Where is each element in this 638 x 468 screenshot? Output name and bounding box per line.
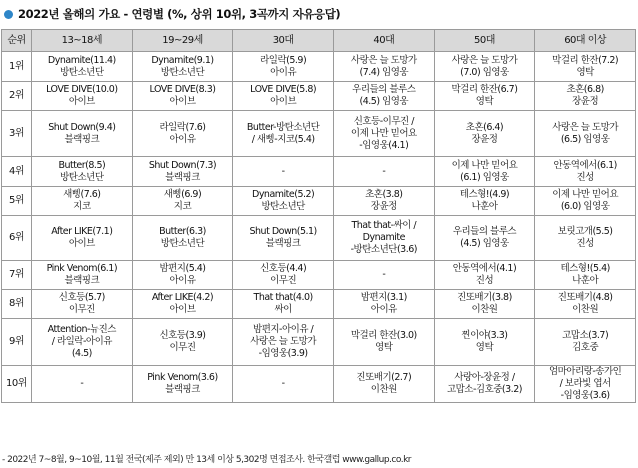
song-cell-line: 새삥(7.6) [63,189,101,200]
song-cell [32,319,133,366]
song-cell [535,52,636,82]
song-cell-line: -방탄소년단(3.6) [350,244,417,255]
song-cell-line: 방탄소년단 [60,66,104,78]
song-cell [333,82,434,111]
song-cell-line: Dynamite [362,232,405,243]
song-cell-line: 장윤정 [572,96,599,107]
survey-footnote: - 2022년 7~8월, 9~10월, 11월 전국(제주 제외) 만 13세 이상 5,302명 면접조사. 한국갤럽 www.gallup.co.kr [2,455,411,465]
song-cell [434,290,535,319]
song-cell-line: 아이유 [169,275,196,286]
song-cell-line: Shut Down(5.1) [249,226,317,237]
song-cell-line: 보릿고개(5.5) [557,226,613,237]
song-cell [434,52,535,82]
song-cell-line: - [80,378,84,389]
song-cell [333,111,434,157]
page-title-text: 2022년 올해의 가요 - 연령별 (%, 상위 10위, 3곡까지 자유응답) [18,7,341,21]
song-cell-line: 영탁 [475,342,494,353]
song-cell-line: 이무진 [270,275,297,286]
song-cell-line: 신호등(3.9) [159,330,206,341]
song-cell-line: 신호등(4.4) [260,263,307,274]
header-age-30s: 30대 [233,30,334,52]
song-cell [535,82,636,111]
rank-cell: 8위 [2,290,32,319]
song-cell [32,187,133,216]
song-cell-line: 진성 [576,238,594,249]
song-cell [333,157,434,187]
song-cell-line: 진또배기(3.8) [457,292,512,303]
song-cell-line: 장윤정 [471,133,498,145]
page-title [4,4,340,24]
song-cell [32,52,133,82]
song-cell-line: 초혼(6.4) [465,121,504,133]
song-cell [333,216,434,261]
song-cell-line: 이제 나만 믿어요 [552,189,619,200]
song-cell-line: 초혼(3.8) [365,189,403,200]
song-cell [132,216,233,261]
song-cell [333,261,434,290]
song-cell [32,290,133,319]
song-cell-line: (4.5) [71,348,92,359]
song-cell [233,52,334,82]
song-cell-line: LOVE DIVE(8.3) [149,84,216,95]
ranking-table [1,29,636,403]
song-cell-line: 방탄소년단 [160,238,205,249]
song-cell-line: Butter-방탄소년단 [246,121,320,133]
song-cell-line: 싸이 [274,304,292,315]
song-cell [434,216,535,261]
song-cell-line: -임영웅(3.9) [258,348,308,359]
song-cell-line: 영탁 [576,66,594,78]
song-cell-line: 이제 나만 믿어요 [350,127,417,139]
song-cell-line: / 라일락-아이유 [51,336,112,347]
song-cell-line: 찐이야(3.3) [461,330,508,341]
song-cell-line: 방탄소년단 [261,201,305,212]
song-cell-line: 우리들의 블루스 [452,226,517,237]
song-cell-line: 고맙소(3.7) [562,330,609,341]
song-cell-line: 사랑은 늘 도망가 [250,336,317,347]
song-cell-line: LOVE DIVE(5.8) [250,84,317,95]
song-cell-line: Dynamite(5.2) [252,189,315,200]
song-cell-line: 우리들의 블루스 [352,84,416,95]
song-cell-line: 테스형!(5.4) [560,263,610,274]
song-cell-line: 이제 나만 믿어요 [451,159,518,171]
song-cell-line: 진또배기(4.8) [557,292,613,303]
song-cell-line: / 보라빛 엽서 [559,378,611,389]
song-cell-line: 영탁 [475,96,494,107]
song-cell-line: 라일락(5.9) [260,54,307,66]
song-cell-line: - [382,269,386,280]
song-cell [32,366,133,403]
song-cell [32,111,133,157]
song-cell-line: Pink Venom(6.1) [46,263,118,274]
song-cell-line: 고맙소-김호중(3.2) [446,384,522,395]
song-cell [333,366,434,403]
song-cell-line: 신호등(5.7) [58,292,105,303]
song-cell-line: (7.4) 임영웅 [359,66,409,78]
song-cell [434,111,535,157]
table-row [2,216,636,261]
song-cell-line: 사랑은 늘 도망가 [350,54,417,66]
song-cell-line: That that-싸이 / [351,220,417,231]
song-cell [535,157,636,187]
rank-cell: 7위 [2,261,32,290]
song-cell [535,290,636,319]
song-cell [535,111,636,157]
table-row [2,261,636,290]
song-cell-line: 이찬원 [370,384,397,395]
song-cell-line: 사랑은 늘 도망가 [552,121,619,133]
song-cell-line: 아이유 [270,66,297,78]
song-cell-line: 진성 [475,275,494,286]
song-cell-line: After LIKE(4.2) [151,292,214,303]
rank-cell: 2위 [2,82,32,111]
song-cell [132,290,233,319]
song-cell-line: 이무진 [68,304,95,315]
song-cell-line: 이무진 [169,342,196,353]
song-cell-line: 아이브 [68,96,95,107]
song-cell [132,366,233,403]
song-cell-line: 안동역에서(4.1) [452,263,517,274]
song-cell-line: 안동역에서(6.1) [553,159,617,171]
song-cell [535,261,636,290]
table-row [2,187,636,216]
song-cell-line: 엄마아리랑-송가인 [548,366,622,377]
song-cell-line: 아이브 [270,96,297,107]
song-cell-line: LOVE DIVE(10.0) [46,84,118,95]
song-cell [132,187,233,216]
song-cell-line: (4.5) 임영웅 [460,238,509,249]
song-cell-line: Attention-뉴진스 [47,324,116,335]
song-cell-line: 지코 [173,201,192,212]
song-cell [434,366,535,403]
song-cell [233,187,334,216]
song-cell-line: 테스형!(4.9) [459,189,510,200]
song-cell-line: 아이브 [68,238,95,249]
song-cell [434,82,535,111]
song-cell-line: 블랙핑크 [64,133,100,145]
song-cell-line: After LIKE(7.1) [51,226,113,237]
song-cell [333,290,434,319]
rank-cell: 4위 [2,157,32,187]
rank-cell: 6위 [2,216,32,261]
rank-cell: 10위 [2,366,32,403]
song-cell-line: 막걸리 한잔(7.2) [552,54,619,66]
song-cell-line: (7.0) 임영웅 [460,66,509,78]
song-cell-line: 밤편지-아이유 / [253,324,314,335]
bullet-dot-icon [4,10,13,19]
song-cell-line: 진또배기(2.7) [356,372,412,383]
song-cell [535,216,636,261]
table-row [2,319,636,366]
song-cell-line: 사랑은 늘 도망가 [451,54,518,66]
header-age-50s: 50대 [434,30,535,52]
song-cell [233,111,334,157]
song-cell-line: 밤편지(5.4) [159,263,206,274]
song-cell [535,319,636,366]
song-cell [535,366,636,403]
song-cell [333,52,434,82]
song-cell-line: 나훈아 [572,275,599,286]
header-age-13-18: 13~18세 [32,30,133,52]
song-cell-line: Shut Down(9.4) [48,121,116,133]
song-cell-line: - [281,378,285,389]
song-cell-line: 아이유 [370,304,397,315]
table-row [2,111,636,157]
song-cell [32,157,133,187]
song-cell-line: Pink Venom(3.6) [147,372,218,383]
song-cell-line: 막걸리 한잔(6.7) [451,84,518,95]
rank-cell: 9위 [2,319,32,366]
table-row [2,157,636,187]
table-row [2,290,636,319]
rank-cell: 5위 [2,187,32,216]
song-cell-line: 장윤정 [370,201,397,212]
song-cell-line: 블랙핑크 [64,275,100,286]
song-cell-line: (4.5) 임영웅 [359,96,409,107]
song-cell-line: 진성 [576,171,594,183]
song-cell-line: 방탄소년단 [160,66,205,78]
song-cell [233,157,334,187]
song-cell-line: (6.1) 임영웅 [460,171,509,183]
song-cell [333,319,434,366]
song-cell [132,157,233,187]
song-cell [132,319,233,366]
song-cell [233,366,334,403]
song-cell [535,187,636,216]
song-cell-line: 아이브 [169,96,196,107]
song-cell-line: Dynamite(9.1) [151,54,214,66]
song-cell-line: 이찬원 [572,304,599,315]
song-cell [233,290,334,319]
song-cell-line: - [382,165,386,177]
song-cell-line: -임영웅(4.1) [359,139,409,151]
song-cell [434,319,535,366]
song-cell-line: 신호등-이무진 / [353,115,414,127]
song-cell-line: 라일락(7.6) [159,121,206,133]
song-cell-line: 새삥(6.9) [163,189,202,200]
rank-cell: 3위 [2,111,32,157]
song-cell-line: 밤편지(3.1) [360,292,407,303]
song-cell [32,216,133,261]
table-row [2,366,636,403]
song-cell-line: 아이브 [169,304,196,315]
table-header-row [2,30,636,52]
song-cell-line: 나훈아 [471,201,498,212]
song-cell [32,82,133,111]
rank-cell: 1위 [2,52,32,82]
song-cell [233,216,334,261]
header-age-19-29: 19~29세 [132,30,233,52]
table-row [2,82,636,111]
song-cell-line: 초혼(6.8) [566,84,604,95]
header-rank: 순위 [2,30,32,52]
song-cell-line: 김호중 [572,342,599,353]
header-age-60plus: 60대 이상 [535,30,636,52]
song-cell-line: Shut Down(7.3) [148,159,217,171]
song-cell-line: - [281,165,285,177]
song-cell-line: 사랑아-장윤정 / [454,372,515,383]
song-cell-line: 영탁 [375,342,393,353]
song-cell [132,261,233,290]
song-cell [233,319,334,366]
song-cell [132,52,233,82]
song-cell-line: (6.0) 임영웅 [560,201,610,212]
song-cell-line: (6.5) 임영웅 [560,133,610,145]
song-cell-line: 이찬원 [471,304,498,315]
song-cell-line: 방탄소년단 [60,171,104,183]
song-cell-line: 블랙핑크 [265,238,301,249]
table-row [2,52,636,82]
song-cell-line: 막걸리 한잔(3.0) [350,330,417,341]
table-body [2,52,636,403]
song-cell-line: Dynamite(11.4) [47,54,116,66]
song-cell-line: 지코 [73,201,91,212]
song-cell [233,82,334,111]
song-cell [434,261,535,290]
song-cell-line: 블랙핑크 [165,384,200,395]
song-cell-line: 블랙핑크 [165,171,200,183]
song-cell-line: 아이유 [169,133,196,145]
song-cell-line: / 새삥-지코(5.4) [251,133,315,145]
song-cell [434,187,535,216]
song-cell [233,261,334,290]
song-cell-line: -임영웅(3.6) [560,390,610,401]
song-cell-line: Butter(8.5) [58,159,106,171]
song-cell [132,111,233,157]
song-cell [434,157,535,187]
song-cell-line: That that(4.0) [253,292,313,303]
song-cell [132,82,233,111]
song-cell [333,187,434,216]
header-age-40s: 40대 [333,30,434,52]
song-cell-line: Butter(6.3) [159,226,206,237]
song-cell [32,261,133,290]
